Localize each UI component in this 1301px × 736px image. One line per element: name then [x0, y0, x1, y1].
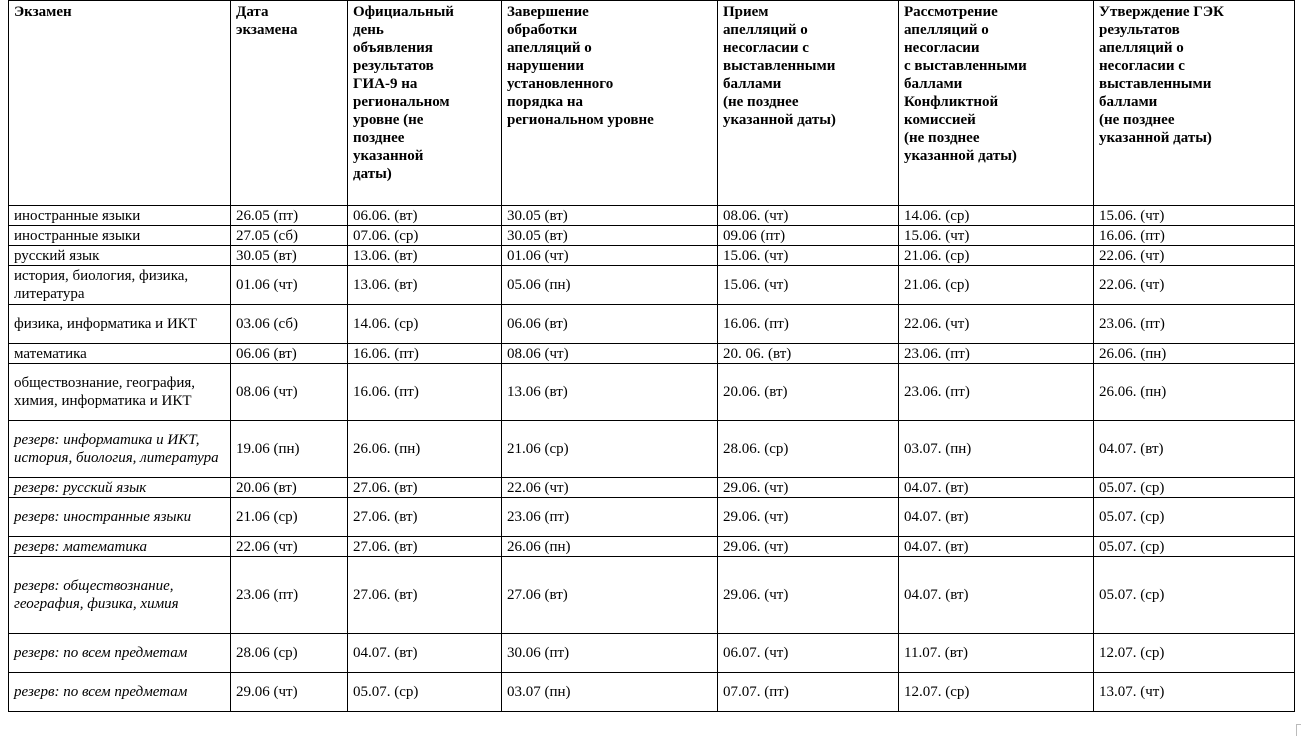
subject-cell: математика — [9, 344, 231, 364]
violation-appeals-cell: 30.06 (пт) — [502, 634, 718, 673]
header-line: несогласии с — [723, 40, 809, 56]
results-date-cell: 16.06. (пт) — [348, 344, 502, 364]
results-date-cell: 14.06. (ср) — [348, 305, 502, 344]
subject-cell: русский язык — [9, 246, 231, 266]
gek-approval-cell: 26.06. (пн) — [1094, 344, 1295, 364]
results-date-cell: 27.06. (вт) — [348, 498, 502, 537]
header-line: Прием — [723, 4, 769, 20]
results-date-cell: 27.06. (вт) — [348, 557, 502, 634]
subject-cell: резерв: информатика и ИКТ, история, биология, литература — [9, 421, 231, 478]
appeal-acceptance-cell: 29.06. (чт) — [718, 498, 899, 537]
gek-approval-cell: 22.06. (чт) — [1094, 246, 1295, 266]
appeal-acceptance-cell: 28.06. (ср) — [718, 421, 899, 478]
results-date-cell: 07.06. (ср) — [348, 226, 502, 246]
violation-appeals-cell: 08.06 (чт) — [502, 344, 718, 364]
exam-date-cell: 20.06 (вт) — [231, 478, 348, 498]
results-date-cell: 27.06. (вт) — [348, 537, 502, 557]
exam-date-cell: 21.06 (ср) — [231, 498, 348, 537]
subject-cell: обществознание, география, химия, информатика и ИКТ — [9, 364, 231, 421]
header-line: апелляций о — [723, 22, 808, 38]
header-line: апелляций о — [1099, 40, 1184, 56]
subject-cell: резерв: по всем предметам — [9, 634, 231, 673]
results-date-cell: 05.07. (ср) — [348, 673, 502, 712]
header-line: результатов — [1099, 22, 1180, 38]
gek-approval-cell: 04.07. (вт) — [1094, 421, 1295, 478]
header-appeal-acceptance — [718, 1, 899, 206]
header-line: Рассмотрение — [904, 4, 998, 20]
violation-appeals-cell: 13.06 (вт) — [502, 364, 718, 421]
table-row — [9, 673, 1295, 712]
exam-date-cell: 01.06 (чт) — [231, 266, 348, 305]
table-row — [9, 344, 1295, 364]
results-date-cell: 26.06. (пн) — [348, 421, 502, 478]
results-date-cell: 13.06. (вт) — [348, 266, 502, 305]
subject-cell: резерв: русский язык — [9, 478, 231, 498]
appeal-acceptance-cell: 16.06. (пт) — [718, 305, 899, 344]
violation-appeals-cell: 26.06 (пн) — [502, 537, 718, 557]
header-line: выставленными — [723, 58, 836, 74]
header-line: день — [353, 22, 384, 38]
gek-approval-cell: 26.06. (пн) — [1094, 364, 1295, 421]
table-row — [9, 266, 1295, 305]
appeal-acceptance-cell: 09.06 (пт) — [718, 226, 899, 246]
header-line: ГИА-9 на — [353, 76, 418, 92]
header-line: (не позднее — [904, 130, 980, 146]
table-row — [9, 206, 1295, 226]
header-line: указанной даты) — [1099, 130, 1212, 146]
subject-cell: история, биология, физика, литература — [9, 266, 231, 305]
subject-cell: резерв: по всем предметам — [9, 673, 231, 712]
header-line: нарушении — [507, 58, 585, 74]
appeal-acceptance-cell: 29.06. (чт) — [718, 537, 899, 557]
table-row — [9, 305, 1295, 344]
violation-appeals-cell: 05.06 (пн) — [502, 266, 718, 305]
gek-approval-cell: 15.06. (чт) — [1094, 206, 1295, 226]
table-row — [9, 364, 1295, 421]
commission-review-cell: 22.06. (чт) — [899, 305, 1094, 344]
commission-review-cell: 11.07. (вт) — [899, 634, 1094, 673]
exam-date-cell: 19.06 (пн) — [231, 421, 348, 478]
subject-cell: иностранные языки — [9, 226, 231, 246]
exam-date-cell: 23.06 (пт) — [231, 557, 348, 634]
header-official-results-day — [348, 1, 502, 206]
appeal-acceptance-cell: 20.06. (вт) — [718, 364, 899, 421]
header-line: (не позднее — [1099, 112, 1175, 128]
violation-appeals-cell: 01.06 (чт) — [502, 246, 718, 266]
table-row — [9, 246, 1295, 266]
violation-appeals-cell: 27.06 (вт) — [502, 557, 718, 634]
header-line: региональном уровне — [507, 112, 654, 128]
exam-date-cell: 27.05 (сб) — [231, 226, 348, 246]
results-date-cell: 16.06. (пт) — [348, 364, 502, 421]
header-line: указанной даты) — [723, 112, 836, 128]
header-line: установленного — [507, 76, 614, 92]
header-line: указанной даты) — [904, 148, 1017, 164]
commission-review-cell: 04.07. (вт) — [899, 498, 1094, 537]
commission-review-cell: 23.06. (пт) — [899, 344, 1094, 364]
header-exam — [9, 1, 231, 206]
header-row — [9, 1, 1295, 206]
header-line: даты) — [353, 166, 392, 182]
header-line: апелляций о — [904, 22, 989, 38]
violation-appeals-cell: 23.06 (пт) — [502, 498, 718, 537]
exam-date-cell: 29.06 (чт) — [231, 673, 348, 712]
header-gek-approval — [1094, 1, 1295, 206]
exam-date-cell: 22.06 (чт) — [231, 537, 348, 557]
commission-review-cell: 03.07. (пн) — [899, 421, 1094, 478]
appeal-acceptance-cell: 06.07. (чт) — [718, 634, 899, 673]
gek-approval-cell: 23.06. (пт) — [1094, 305, 1295, 344]
header-line: результатов — [353, 58, 434, 74]
subject-cell: иностранные языки — [9, 206, 231, 226]
commission-review-cell: 21.06. (ср) — [899, 266, 1094, 305]
header-line: Официальный — [353, 4, 454, 20]
header-line: экзамена — [236, 22, 298, 38]
header-line: (не позднее — [723, 94, 799, 110]
violation-appeals-cell: 21.06 (ср) — [502, 421, 718, 478]
gek-approval-cell: 12.07. (ср) — [1094, 634, 1295, 673]
results-date-cell: 13.06. (вт) — [348, 246, 502, 266]
commission-review-cell: 21.06. (ср) — [899, 246, 1094, 266]
violation-appeals-cell: 30.05 (вт) — [502, 226, 718, 246]
header-line: указанной — [353, 148, 424, 164]
subject-cell: резерв: иностранные языки — [9, 498, 231, 537]
table-row — [9, 634, 1295, 673]
commission-review-cell: 04.07. (вт) — [899, 478, 1094, 498]
header-line: Дата — [236, 4, 269, 20]
commission-review-cell: 04.07. (вт) — [899, 557, 1094, 634]
header-line: Утверждение ГЭК — [1099, 4, 1224, 20]
commission-review-cell: 14.06. (ср) — [899, 206, 1094, 226]
appeal-acceptance-cell: 08.06. (чт) — [718, 206, 899, 226]
gek-approval-cell: 05.07. (ср) — [1094, 537, 1295, 557]
header-line: несогласии с — [1099, 58, 1185, 74]
exam-schedule-table — [8, 0, 1295, 712]
subject-cell: физика, информатика и ИКТ — [9, 305, 231, 344]
commission-review-cell: 12.07. (ср) — [899, 673, 1094, 712]
commission-review-cell: 23.06. (пт) — [899, 364, 1094, 421]
header-line: несогласии — [904, 40, 980, 56]
appeal-acceptance-cell: 29.06. (чт) — [718, 557, 899, 634]
gek-approval-cell: 16.06. (пт) — [1094, 226, 1295, 246]
header-line: позднее — [353, 130, 405, 146]
table-row — [9, 421, 1295, 478]
exam-date-cell: 30.05 (вт) — [231, 246, 348, 266]
gek-approval-cell: 05.07. (ср) — [1094, 498, 1295, 537]
exam-date-cell: 08.06 (чт) — [231, 364, 348, 421]
appeal-acceptance-cell: 15.06. (чт) — [718, 246, 899, 266]
header-conflict-commission-review — [899, 1, 1094, 206]
header-line: уровне (не — [353, 112, 424, 128]
header-line: Завершение — [507, 4, 589, 20]
exam-date-cell: 03.06 (сб) — [231, 305, 348, 344]
violation-appeals-cell: 22.06 (чт) — [502, 478, 718, 498]
gek-approval-cell: 13.07. (чт) — [1094, 673, 1295, 712]
appeal-acceptance-cell: 29.06. (чт) — [718, 478, 899, 498]
gek-approval-cell: 22.06. (чт) — [1094, 266, 1295, 305]
header-line: баллами — [723, 76, 782, 92]
header-line: порядка на — [507, 94, 583, 110]
results-date-cell: 06.06. (вт) — [348, 206, 502, 226]
appeal-acceptance-cell: 07.07. (пт) — [718, 673, 899, 712]
table-row — [9, 498, 1295, 537]
header-line: Экзамен — [14, 4, 72, 20]
header-line: апелляций о — [507, 40, 592, 56]
table-row — [9, 557, 1295, 634]
header-line: баллами — [1099, 94, 1158, 110]
commission-review-cell: 15.06. (чт) — [899, 226, 1094, 246]
results-date-cell: 04.07. (вт) — [348, 634, 502, 673]
violation-appeals-cell: 06.06 (вт) — [502, 305, 718, 344]
violation-appeals-cell: 03.07 (пн) — [502, 673, 718, 712]
table-row — [9, 478, 1295, 498]
header-line: баллами — [904, 76, 963, 92]
subject-cell: резерв: обществознание, география, физика, химия — [9, 557, 231, 634]
commission-review-cell: 04.07. (вт) — [899, 537, 1094, 557]
gek-approval-cell: 05.07. (ср) — [1094, 557, 1295, 634]
header-exam-date — [231, 1, 348, 206]
header-line: объявления — [353, 40, 433, 56]
results-date-cell: 27.06. (вт) — [348, 478, 502, 498]
header-line: выставленными — [1099, 76, 1212, 92]
header-line: Конфликтной — [904, 94, 999, 110]
appeal-acceptance-cell: 20. 06. (вт) — [718, 344, 899, 364]
exam-date-cell: 28.06 (ср) — [231, 634, 348, 673]
header-line: с выставленными — [904, 58, 1027, 74]
exam-date-cell: 26.05 (пт) — [231, 206, 348, 226]
violation-appeals-cell: 30.05 (вт) — [502, 206, 718, 226]
page-corner-mark — [1296, 724, 1301, 736]
header-line: региональном — [353, 94, 450, 110]
header-line: обработки — [507, 22, 578, 38]
appeal-acceptance-cell: 15.06. (чт) — [718, 266, 899, 305]
subject-cell: резерв: математика — [9, 537, 231, 557]
exam-date-cell: 06.06 (вт) — [231, 344, 348, 364]
table-row — [9, 537, 1295, 557]
table-row — [9, 226, 1295, 246]
header-violation-appeals-end — [502, 1, 718, 206]
header-line: комиссией — [904, 112, 976, 128]
gek-approval-cell: 05.07. (ср) — [1094, 478, 1295, 498]
